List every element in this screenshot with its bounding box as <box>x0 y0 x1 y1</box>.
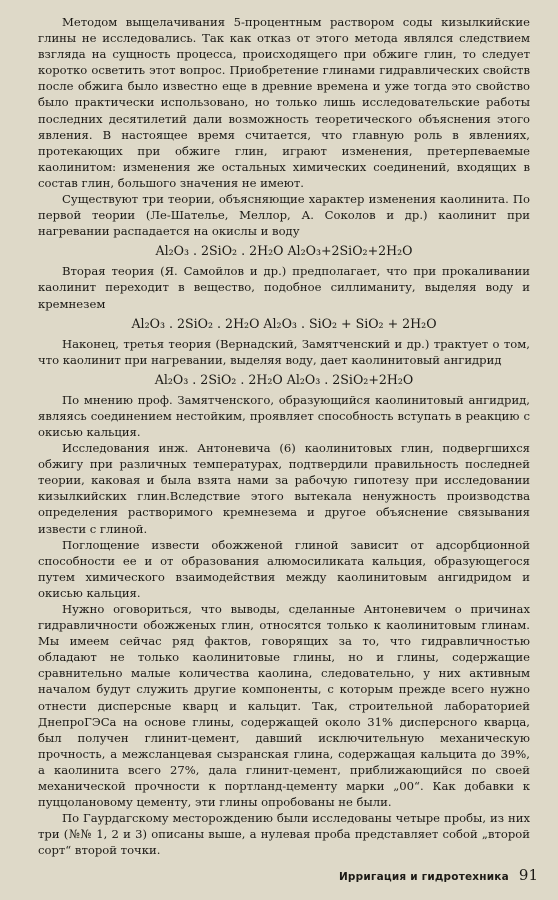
page-number: 91 <box>518 866 538 884</box>
running-title: Ирригация и гидротехника <box>338 871 509 883</box>
formula-1: Al₂O₃ . 2SiO₂ . 2H₂O Al₂O₃+2SiO₂+2H₂O <box>155 243 413 259</box>
page-footer <box>320 866 538 888</box>
paragraph-1: Методом выщелачивания 5-процентным раствором соды кизылкийские глины не исследовались. Так как отказ от этого метода являлся следствием взгляда на сущность процесса, происходящего при обжиге глин, то следует коротко осветить этот вопрос. Приобретение глинами гидравлических свойств после обжига было известно еще в древние времена и уже тогда это свойство было практически использовано, но только лишь исследовательские работы последних десятилетий дали возможность теоретического объяснения этого явления. В настоящее время считается, что главную роль в явлениях, протекающих при обжиге глин, играют изменения, претерпеваемые каолинитом: изменения же остальных химических соединений, входящих в состав глин, большого значения не имеют. <box>38 15 530 190</box>
paragraph-6: Исследования инж. Антоневича (6) каолинитовых глин, подвергшихся обжигу при различных температурах, подтвердили правильность последней теории, каковая и была взята нами за рабочую гипотезу при исследовании кизылкийских глин.Вследствие этого вытекала ненужность производства определения растворимого кремнезема и другое объяснение связывания извести с глиной. <box>38 441 530 536</box>
paragraph-3: Вторая теория (Я. Самойлов и др.) предполагает, что при прокаливании каолинит переходит в вещество, подобное силлиманиту, выделяя воду и кремнезем <box>38 264 530 311</box>
paragraph-2: Существуют три теории, объясняющие характер изменения каолинита. По первой теории (Ле-Шателье, Меллор, А. Соколов и др.) каолинит при нагревании распадается на окислы и воду <box>38 192 530 239</box>
paragraph-4: Наконец, третья теория (Вернадский, Замятченский и др.) трактует о том, что каолинит при нагревании, выделяя воду, дает каолинитовый ангидрид <box>38 336 530 367</box>
paragraph-8: Нужно оговориться, что выводы, сделанные Антоневичем о причинах гидравличности обожженых глин, относятся только к каолинитовым глинам. Мы имеем сейчас ряд фактов, говорящих за то, что гидравличностью обладают не только каолинитовые глины, но и глины, содержащие сравнительно малые количества каолина, следовательно, у них активным началом будут служить другие компоненты, с которым прежде всего нужно отнести дисперсные кварц и кальцит. Так, строительной лабораторией ДнепроГЭСа на основе глины, содержащей около 31% дисперсного кварца, был получен глинит-цемент, давший исключительную механическую прочность, а межсланцевая сызранская глина, содержащая кальцита до 39%, а каолинита всего 27%, дала глинит-цемент, приближающийся по своей механической прочности к портланд-цементу марки „00“. Как добавки к пуццолановому цементу, эти глины опробованы не были. <box>38 602 530 810</box>
formula-3: Al₂O₃ . 2SiO₂ . 2H₂O Al₂O₃ . 2SiO₂+2H₂O <box>154 371 414 387</box>
formula-2: Al₂O₃ . 2SiO₂ . 2H₂O Al₂O₃ . SiO₂ + SiO₂ + 2H₂O <box>131 315 437 331</box>
paragraph-5: По мнению проф. Замятченского, образующийся каолинитовый ангидрид, являясь соединением нестойким, проявляет способность вступать в реакцию с окисью кальция. <box>38 392 530 439</box>
paragraph-9: По Гаурдагскому месторождению были исследованы четыре пробы, из них три (№№ 1, 2 и 3) описаны выше, а нулевая проба представляет собой „второй сорт“ второй точки. <box>38 811 530 858</box>
paragraph-7: Поглощение извести обожженой глиной зависит от адсорбционной способности ее и от образования алюмосиликата кальция, образующегося путем химического взаимодействия между каолинитовым ангидридом и окисью кальция. <box>38 537 530 600</box>
